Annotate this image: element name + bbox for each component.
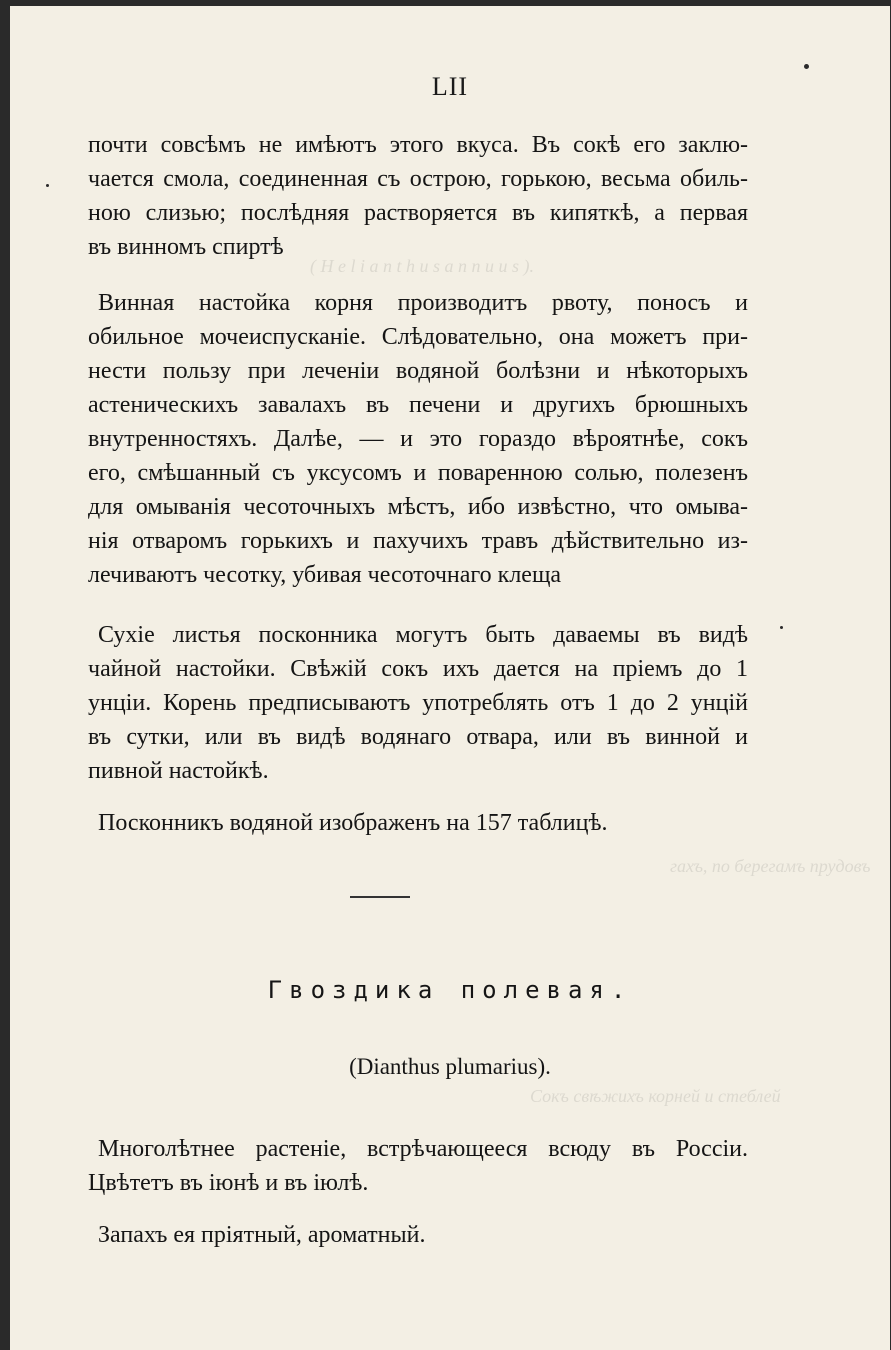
text-line: астеническихъ завалахъ въ печени и другихъ брюшныхъ bbox=[88, 392, 748, 418]
ink-speck bbox=[46, 184, 49, 187]
ink-speck bbox=[804, 64, 809, 69]
text-line: въ винномъ спиртѣ bbox=[88, 234, 284, 260]
text-line: нія отваромъ горькихъ и пахучихъ травъ дѣйствительно из- bbox=[88, 528, 748, 554]
section-title: Гвоздика полевая. bbox=[267, 976, 633, 1004]
book-page bbox=[10, 6, 890, 1350]
text-line: Сухіе листья посконника могутъ быть даваемы въ видѣ bbox=[98, 622, 748, 648]
text-line: обильное мочеиспусканіе. Слѣдовательно, она можетъ при- bbox=[88, 324, 748, 350]
page-number: LII bbox=[431, 72, 469, 101]
text-line: Посконникъ водяной изображенъ на 157 таблицѣ. bbox=[98, 810, 608, 836]
text-line: внутренностяхъ. Далѣе, — и это гораздо вѣроятнѣе, сокъ bbox=[88, 426, 748, 452]
text-line: унціи. Корень предписываютъ употреблять отъ 1 до 2 унцій bbox=[88, 690, 748, 716]
bleed-through: гахъ, по берегамъ прудовъ bbox=[670, 856, 871, 876]
ink-speck bbox=[780, 626, 783, 629]
text-line: ною слизью; послѣдняя растворяется въ кипяткѣ, а первая bbox=[88, 200, 748, 226]
text-line: его, смѣшанный съ уксусомъ и поваренною солью, полезенъ bbox=[88, 460, 748, 486]
section-latin-name: (Dianthus plumarius). bbox=[349, 1054, 551, 1079]
text-line: пивной настойкѣ. bbox=[88, 758, 269, 784]
bleed-through: ( H e l i a n t h u s a n n u u s ). bbox=[310, 256, 534, 276]
text-line: въ сутки, или въ видѣ водянаго отвара, или въ винной и bbox=[88, 724, 748, 750]
text-line: лечиваютъ чесотку, убивая чесоточнаго клеща bbox=[88, 562, 562, 588]
text-line: Винная настойка корня производитъ рвоту, поносъ и bbox=[98, 290, 748, 316]
text-line: почти совсѣмъ не имѣютъ этого вкуса. Въ сокѣ его заклю- bbox=[88, 132, 748, 158]
section-divider bbox=[350, 896, 410, 898]
text-line: для омыванія чесоточныхъ мѣстъ, ибо извѣстно, что омыва- bbox=[88, 494, 748, 520]
text-line: Цвѣтетъ въ іюнѣ и въ іюлѣ. bbox=[88, 1170, 369, 1196]
text-line: Запахъ ея пріятный, ароматный. bbox=[98, 1222, 426, 1248]
text-line: Многолѣтнее растеніе, встрѣчающееся всюду въ Россіи. bbox=[98, 1136, 748, 1162]
text-line: нести пользу при леченіи водяной болѣзни и нѣкоторыхъ bbox=[88, 358, 748, 384]
bleed-through: Сокъ свѣжихъ корней и стеблей bbox=[530, 1086, 781, 1106]
text-line: чается смола, соединенная съ острою, горькою, весьма обиль- bbox=[88, 166, 748, 192]
text-line: чайной настойки. Свѣжій сокъ ихъ дается на пріемъ до 1 bbox=[88, 656, 748, 682]
